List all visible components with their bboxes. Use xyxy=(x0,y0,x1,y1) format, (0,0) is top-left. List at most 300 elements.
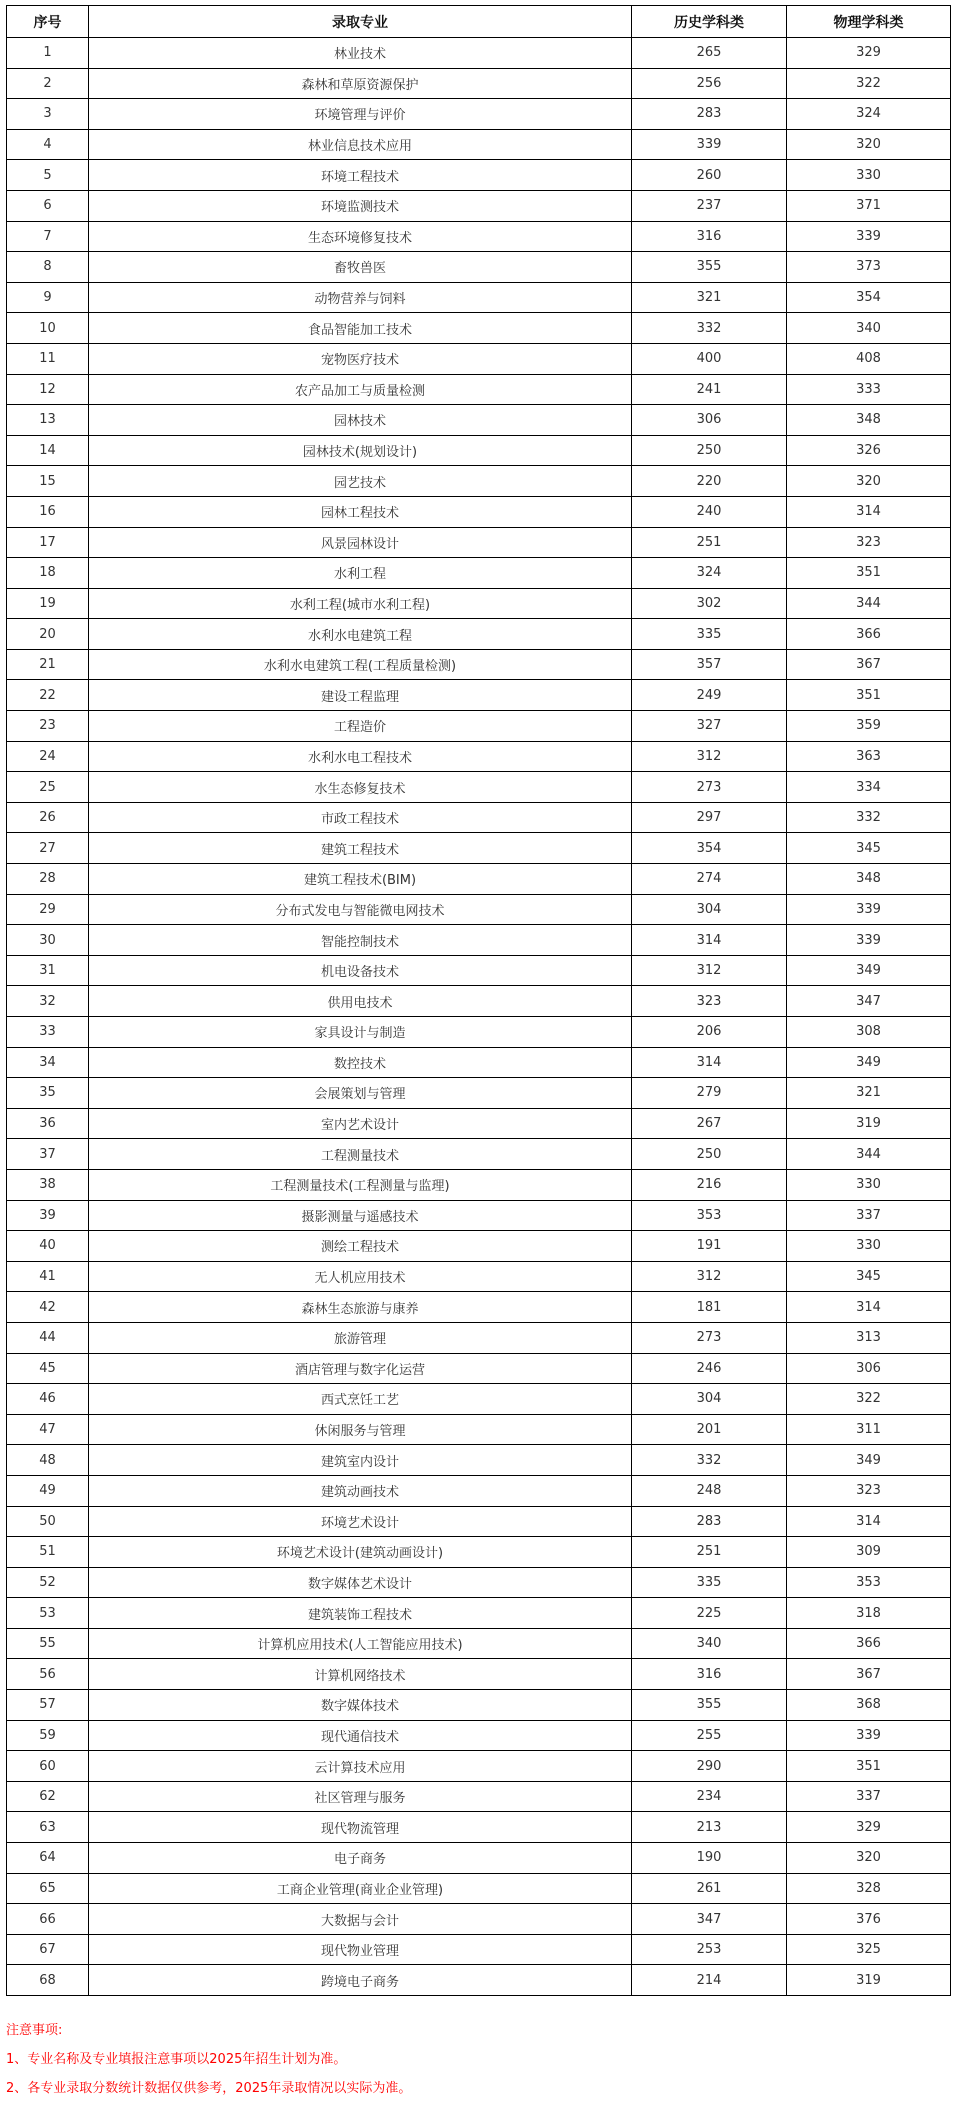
table-body xyxy=(7,38,951,1996)
cell-index: 42 xyxy=(7,1292,89,1323)
cell-physics-score: 340 xyxy=(787,313,951,344)
table-row xyxy=(7,1414,951,1445)
cell-major: 摄影测量与遥感技术 xyxy=(89,1200,632,1231)
cell-major: 现代物业管理 xyxy=(89,1934,632,1965)
cell-physics-score: 314 xyxy=(787,1292,951,1323)
cell-history-score: 274 xyxy=(632,864,787,895)
table-row xyxy=(7,405,951,436)
cell-physics-score: 348 xyxy=(787,864,951,895)
cell-physics-score: 326 xyxy=(787,435,951,466)
table-row xyxy=(7,1598,951,1629)
cell-index: 3 xyxy=(7,99,89,130)
cell-major: 动物营养与饲料 xyxy=(89,282,632,313)
cell-major: 建筑动画技术 xyxy=(89,1475,632,1506)
cell-physics-score: 339 xyxy=(787,925,951,956)
cell-history-score: 256 xyxy=(632,68,787,99)
cell-physics-score: 349 xyxy=(787,955,951,986)
cell-history-score: 312 xyxy=(632,741,787,772)
cell-physics-score: 313 xyxy=(787,1322,951,1353)
cell-physics-score: 320 xyxy=(787,466,951,497)
cell-index: 38 xyxy=(7,1169,89,1200)
table-row xyxy=(7,129,951,160)
cell-index: 5 xyxy=(7,160,89,191)
table-row xyxy=(7,282,951,313)
cell-major: 休闲服务与管理 xyxy=(89,1414,632,1445)
table-row xyxy=(7,1904,951,1935)
cell-physics-score: 333 xyxy=(787,374,951,405)
cell-major: 工程测量技术 xyxy=(89,1139,632,1170)
cell-major: 水利工程 xyxy=(89,558,632,589)
admission-scores-table xyxy=(6,5,951,1996)
cell-major: 大数据与会计 xyxy=(89,1904,632,1935)
table-row xyxy=(7,99,951,130)
cell-major: 宠物医疗技术 xyxy=(89,343,632,374)
cell-physics-score: 373 xyxy=(787,252,951,283)
cell-index: 2 xyxy=(7,68,89,99)
cell-history-score: 250 xyxy=(632,435,787,466)
table-row xyxy=(7,343,951,374)
cell-history-score: 314 xyxy=(632,925,787,956)
cell-major: 现代通信技术 xyxy=(89,1720,632,1751)
cell-major: 测绘工程技术 xyxy=(89,1231,632,1262)
cell-major: 建筑工程技术 xyxy=(89,833,632,864)
table-row xyxy=(7,1047,951,1078)
cell-index: 27 xyxy=(7,833,89,864)
cell-physics-score: 348 xyxy=(787,405,951,436)
cell-physics-score: 318 xyxy=(787,1598,951,1629)
cell-history-score: 316 xyxy=(632,1659,787,1690)
table-row xyxy=(7,1322,951,1353)
cell-physics-score: 319 xyxy=(787,1108,951,1139)
table-row xyxy=(7,1353,951,1384)
table-row xyxy=(7,435,951,466)
cell-physics-score: 334 xyxy=(787,772,951,803)
table-row xyxy=(7,649,951,680)
cell-history-score: 321 xyxy=(632,282,787,313)
table-row xyxy=(7,1812,951,1843)
cell-history-score: 283 xyxy=(632,1506,787,1537)
table-row xyxy=(7,527,951,558)
cell-history-score: 260 xyxy=(632,160,787,191)
cell-major: 工商企业管理(商业企业管理) xyxy=(89,1873,632,1904)
table-row xyxy=(7,772,951,803)
cell-index: 13 xyxy=(7,405,89,436)
cell-index: 49 xyxy=(7,1475,89,1506)
cell-index: 41 xyxy=(7,1261,89,1292)
table-row xyxy=(7,833,951,864)
cell-index: 55 xyxy=(7,1628,89,1659)
cell-physics-score: 308 xyxy=(787,1017,951,1048)
cell-index: 21 xyxy=(7,649,89,680)
cell-physics-score: 367 xyxy=(787,649,951,680)
cell-major: 水利水电工程技术 xyxy=(89,741,632,772)
cell-major: 数控技术 xyxy=(89,1047,632,1078)
cell-physics-score: 314 xyxy=(787,496,951,527)
cell-history-score: 312 xyxy=(632,955,787,986)
cell-physics-score: 345 xyxy=(787,1261,951,1292)
cell-physics-score: 306 xyxy=(787,1353,951,1384)
cell-index: 33 xyxy=(7,1017,89,1048)
cell-index: 11 xyxy=(7,343,89,374)
cell-major: 水利工程(城市水利工程) xyxy=(89,588,632,619)
cell-index: 23 xyxy=(7,711,89,742)
cell-history-score: 312 xyxy=(632,1261,787,1292)
cell-physics-score: 339 xyxy=(787,1720,951,1751)
cell-physics-score: 324 xyxy=(787,99,951,130)
cell-major: 无人机应用技术 xyxy=(89,1261,632,1292)
cell-history-score: 213 xyxy=(632,1812,787,1843)
cell-index: 68 xyxy=(7,1965,89,1996)
cell-physics-score: 325 xyxy=(787,1934,951,1965)
cell-major: 建设工程监理 xyxy=(89,680,632,711)
cell-index: 4 xyxy=(7,129,89,160)
cell-major: 智能控制技术 xyxy=(89,925,632,956)
cell-history-score: 400 xyxy=(632,343,787,374)
cell-index: 25 xyxy=(7,772,89,803)
table-row xyxy=(7,711,951,742)
cell-history-score: 283 xyxy=(632,99,787,130)
header-history-score: 历史学科类 xyxy=(632,6,787,38)
cell-history-score: 237 xyxy=(632,190,787,221)
cell-physics-score: 359 xyxy=(787,711,951,742)
cell-major: 畜牧兽医 xyxy=(89,252,632,283)
cell-major: 环境监测技术 xyxy=(89,190,632,221)
table-row xyxy=(7,252,951,283)
cell-index: 62 xyxy=(7,1781,89,1812)
cell-history-score: 255 xyxy=(632,1720,787,1751)
cell-history-score: 355 xyxy=(632,252,787,283)
cell-index: 57 xyxy=(7,1690,89,1721)
note-item: 2、各专业录取分数统计数据仅供参考，2025年录取情况以实际为准。 xyxy=(6,2081,412,2096)
note-item: 1、专业名称及专业填报注意事项以2025年招生计划为准。 xyxy=(6,2052,347,2067)
cell-physics-score: 332 xyxy=(787,802,951,833)
table-row xyxy=(7,496,951,527)
cell-history-score: 225 xyxy=(632,1598,787,1629)
cell-major: 社区管理与服务 xyxy=(89,1781,632,1812)
cell-major: 林业技术 xyxy=(89,38,632,69)
cell-major: 森林生态旅游与康养 xyxy=(89,1292,632,1323)
cell-major: 计算机应用技术(人工智能应用技术) xyxy=(89,1628,632,1659)
scores-table-container xyxy=(6,5,950,1996)
cell-index: 39 xyxy=(7,1200,89,1231)
cell-history-score: 181 xyxy=(632,1292,787,1323)
cell-physics-score: 347 xyxy=(787,986,951,1017)
table-row xyxy=(7,986,951,1017)
cell-history-score: 323 xyxy=(632,986,787,1017)
cell-major: 园艺技术 xyxy=(89,466,632,497)
cell-index: 67 xyxy=(7,1934,89,1965)
cell-index: 60 xyxy=(7,1751,89,1782)
table-row xyxy=(7,1781,951,1812)
cell-physics-score: 366 xyxy=(787,1628,951,1659)
table-row xyxy=(7,1690,951,1721)
cell-major: 林业信息技术应用 xyxy=(89,129,632,160)
cell-index: 1 xyxy=(7,38,89,69)
cell-history-score: 335 xyxy=(632,619,787,650)
cell-major: 室内艺术设计 xyxy=(89,1108,632,1139)
cell-history-score: 353 xyxy=(632,1200,787,1231)
table-row xyxy=(7,588,951,619)
cell-index: 52 xyxy=(7,1567,89,1598)
cell-index: 22 xyxy=(7,680,89,711)
table-row xyxy=(7,894,951,925)
cell-physics-score: 330 xyxy=(787,160,951,191)
cell-major: 水生态修复技术 xyxy=(89,772,632,803)
cell-physics-score: 344 xyxy=(787,588,951,619)
cell-history-score: 306 xyxy=(632,405,787,436)
table-row xyxy=(7,619,951,650)
cell-major: 工程造价 xyxy=(89,711,632,742)
cell-index: 32 xyxy=(7,986,89,1017)
table-row xyxy=(7,1445,951,1476)
cell-major: 环境管理与评价 xyxy=(89,99,632,130)
cell-history-score: 357 xyxy=(632,649,787,680)
cell-index: 19 xyxy=(7,588,89,619)
cell-physics-score: 329 xyxy=(787,1812,951,1843)
cell-index: 24 xyxy=(7,741,89,772)
header-physics-score: 物理学科类 xyxy=(787,6,951,38)
cell-index: 28 xyxy=(7,864,89,895)
cell-index: 44 xyxy=(7,1322,89,1353)
cell-physics-score: 329 xyxy=(787,38,951,69)
cell-history-score: 214 xyxy=(632,1965,787,1996)
cell-physics-score: 323 xyxy=(787,527,951,558)
table-row xyxy=(7,1506,951,1537)
cell-major: 会展策划与管理 xyxy=(89,1078,632,1109)
cell-physics-score: 351 xyxy=(787,1751,951,1782)
cell-index: 50 xyxy=(7,1506,89,1537)
cell-major: 水利水电建筑工程 xyxy=(89,619,632,650)
cell-major: 市政工程技术 xyxy=(89,802,632,833)
cell-major: 环境艺术设计(建筑动画设计) xyxy=(89,1537,632,1568)
cell-index: 46 xyxy=(7,1384,89,1415)
table-row xyxy=(7,1261,951,1292)
cell-major: 农产品加工与质量检测 xyxy=(89,374,632,405)
cell-physics-score: 330 xyxy=(787,1169,951,1200)
table-row xyxy=(7,1843,951,1874)
cell-history-score: 354 xyxy=(632,833,787,864)
cell-history-score: 339 xyxy=(632,129,787,160)
table-row xyxy=(7,1965,951,1996)
cell-index: 56 xyxy=(7,1659,89,1690)
cell-physics-score: 363 xyxy=(787,741,951,772)
cell-history-score: 302 xyxy=(632,588,787,619)
cell-physics-score: 322 xyxy=(787,68,951,99)
table-row xyxy=(7,1751,951,1782)
cell-major: 跨境电子商务 xyxy=(89,1965,632,1996)
table-row xyxy=(7,741,951,772)
cell-history-score: 216 xyxy=(632,1169,787,1200)
cell-history-score: 347 xyxy=(632,1904,787,1935)
cell-history-score: 248 xyxy=(632,1475,787,1506)
cell-physics-score: 311 xyxy=(787,1414,951,1445)
cell-major: 供用电技术 xyxy=(89,986,632,1017)
cell-physics-score: 321 xyxy=(787,1078,951,1109)
table-row xyxy=(7,1873,951,1904)
cell-physics-score: 320 xyxy=(787,1843,951,1874)
cell-major: 旅游管理 xyxy=(89,1322,632,1353)
cell-history-score: 201 xyxy=(632,1414,787,1445)
cell-physics-score: 351 xyxy=(787,558,951,589)
table-row xyxy=(7,1078,951,1109)
table-row xyxy=(7,221,951,252)
cell-history-score: 316 xyxy=(632,221,787,252)
table-row xyxy=(7,955,951,986)
cell-physics-score: 319 xyxy=(787,1965,951,1996)
cell-history-score: 355 xyxy=(632,1690,787,1721)
cell-major: 现代物流管理 xyxy=(89,1812,632,1843)
cell-major: 园林技术 xyxy=(89,405,632,436)
cell-index: 14 xyxy=(7,435,89,466)
cell-major: 食品智能加工技术 xyxy=(89,313,632,344)
table-row xyxy=(7,558,951,589)
cell-index: 12 xyxy=(7,374,89,405)
cell-index: 26 xyxy=(7,802,89,833)
cell-index: 59 xyxy=(7,1720,89,1751)
table-row xyxy=(7,68,951,99)
table-row xyxy=(7,1017,951,1048)
table-row xyxy=(7,190,951,221)
cell-physics-score: 344 xyxy=(787,1139,951,1170)
cell-major: 风景园林设计 xyxy=(89,527,632,558)
cell-physics-score: 408 xyxy=(787,343,951,374)
cell-history-score: 335 xyxy=(632,1567,787,1598)
cell-index: 64 xyxy=(7,1843,89,1874)
cell-major: 森林和草原资源保护 xyxy=(89,68,632,99)
cell-index: 29 xyxy=(7,894,89,925)
table-row xyxy=(7,680,951,711)
cell-history-score: 279 xyxy=(632,1078,787,1109)
cell-major: 电子商务 xyxy=(89,1843,632,1874)
cell-index: 15 xyxy=(7,466,89,497)
table-row xyxy=(7,374,951,405)
cell-physics-score: 367 xyxy=(787,1659,951,1690)
table-header-row xyxy=(7,6,951,38)
table-row xyxy=(7,1139,951,1170)
cell-history-score: 290 xyxy=(632,1751,787,1782)
cell-index: 35 xyxy=(7,1078,89,1109)
table-row xyxy=(7,1720,951,1751)
cell-physics-score: 337 xyxy=(787,1781,951,1812)
cell-physics-score: 368 xyxy=(787,1690,951,1721)
cell-history-score: 241 xyxy=(632,374,787,405)
cell-physics-score: 376 xyxy=(787,1904,951,1935)
cell-history-score: 253 xyxy=(632,1934,787,1965)
notes-title: 注意事项: xyxy=(6,2023,63,2038)
cell-physics-score: 309 xyxy=(787,1537,951,1568)
table-row xyxy=(7,925,951,956)
cell-history-score: 220 xyxy=(632,466,787,497)
cell-physics-score: 322 xyxy=(787,1384,951,1415)
cell-physics-score: 371 xyxy=(787,190,951,221)
cell-index: 45 xyxy=(7,1353,89,1384)
table-row xyxy=(7,1475,951,1506)
cell-physics-score: 349 xyxy=(787,1445,951,1476)
cell-history-score: 265 xyxy=(632,38,787,69)
cell-index: 18 xyxy=(7,558,89,589)
cell-index: 66 xyxy=(7,1904,89,1935)
cell-history-score: 251 xyxy=(632,527,787,558)
cell-major: 数字媒体艺术设计 xyxy=(89,1567,632,1598)
table-row xyxy=(7,160,951,191)
cell-history-score: 251 xyxy=(632,1537,787,1568)
table-row xyxy=(7,1384,951,1415)
cell-history-score: 240 xyxy=(632,496,787,527)
cell-history-score: 249 xyxy=(632,680,787,711)
cell-major: 机电设备技术 xyxy=(89,955,632,986)
cell-major: 西式烹饪工艺 xyxy=(89,1384,632,1415)
cell-history-score: 304 xyxy=(632,1384,787,1415)
cell-index: 7 xyxy=(7,221,89,252)
cell-index: 65 xyxy=(7,1873,89,1904)
cell-major: 水利水电建筑工程(工程质量检测) xyxy=(89,649,632,680)
cell-history-score: 191 xyxy=(632,1231,787,1262)
cell-major: 建筑装饰工程技术 xyxy=(89,1598,632,1629)
table-row xyxy=(7,1108,951,1139)
cell-index: 31 xyxy=(7,955,89,986)
table-row xyxy=(7,1934,951,1965)
cell-major: 建筑工程技术(BIM) xyxy=(89,864,632,895)
cell-index: 9 xyxy=(7,282,89,313)
table-row xyxy=(7,1169,951,1200)
table-row xyxy=(7,466,951,497)
cell-major: 分布式发电与智能微电网技术 xyxy=(89,894,632,925)
cell-index: 51 xyxy=(7,1537,89,1568)
cell-physics-score: 339 xyxy=(787,894,951,925)
cell-index: 16 xyxy=(7,496,89,527)
cell-history-score: 246 xyxy=(632,1353,787,1384)
cell-index: 36 xyxy=(7,1108,89,1139)
cell-major: 工程测量技术(工程测量与监理) xyxy=(89,1169,632,1200)
cell-index: 20 xyxy=(7,619,89,650)
cell-index: 40 xyxy=(7,1231,89,1262)
table-row xyxy=(7,802,951,833)
cell-physics-score: 330 xyxy=(787,1231,951,1262)
cell-history-score: 206 xyxy=(632,1017,787,1048)
table-row xyxy=(7,1537,951,1568)
cell-major: 建筑室内设计 xyxy=(89,1445,632,1476)
cell-major: 环境艺术设计 xyxy=(89,1506,632,1537)
cell-index: 34 xyxy=(7,1047,89,1078)
header-major: 录取专业 xyxy=(89,6,632,38)
table-row xyxy=(7,1659,951,1690)
cell-index: 53 xyxy=(7,1598,89,1629)
table-row xyxy=(7,1200,951,1231)
cell-history-score: 314 xyxy=(632,1047,787,1078)
cell-history-score: 234 xyxy=(632,1781,787,1812)
cell-history-score: 332 xyxy=(632,313,787,344)
cell-history-score: 332 xyxy=(632,1445,787,1476)
cell-history-score: 304 xyxy=(632,894,787,925)
header-index: 序号 xyxy=(7,6,89,38)
cell-index: 10 xyxy=(7,313,89,344)
cell-physics-score: 337 xyxy=(787,1200,951,1231)
table-row xyxy=(7,38,951,69)
table-row xyxy=(7,1567,951,1598)
cell-major: 计算机网络技术 xyxy=(89,1659,632,1690)
cell-major: 酒店管理与数字化运营 xyxy=(89,1353,632,1384)
cell-major: 环境工程技术 xyxy=(89,160,632,191)
cell-index: 30 xyxy=(7,925,89,956)
cell-physics-score: 328 xyxy=(787,1873,951,1904)
cell-physics-score: 353 xyxy=(787,1567,951,1598)
cell-major: 家具设计与制造 xyxy=(89,1017,632,1048)
cell-history-score: 340 xyxy=(632,1628,787,1659)
cell-major: 园林技术(规划设计) xyxy=(89,435,632,466)
cell-physics-score: 323 xyxy=(787,1475,951,1506)
cell-index: 47 xyxy=(7,1414,89,1445)
notes-section xyxy=(6,2016,411,2103)
